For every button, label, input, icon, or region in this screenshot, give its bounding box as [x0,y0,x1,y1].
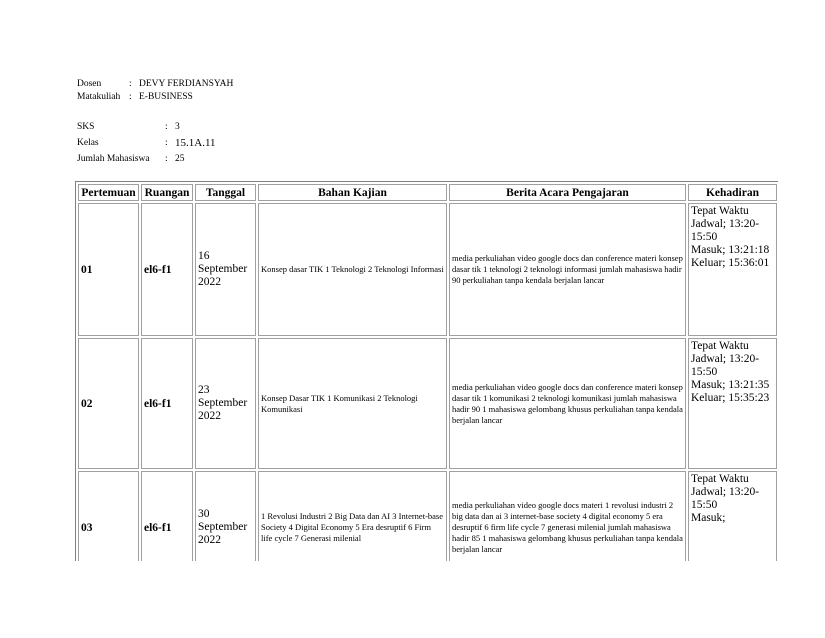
kelas-value: 15.1A.11 [175,137,216,149]
pertemuan-cell: 02 [78,338,139,469]
pertemuan-cell: 03 [78,471,139,561]
jumlah-row [77,153,216,166]
kehadiran-jadwal: Jadwal; 13:20-15:50 [691,486,760,511]
separator: : [165,154,168,164]
separator: : [165,122,168,132]
tanggal-cell: 16 September 2022 [195,203,256,336]
kehadiran-keluar: Keluar; 15:36:01 [691,257,770,269]
bahan-kajian-cell: 1 Revolusi Industri 2 Big Data dan AI 3 Internet-base Society 4 Digital Economy 5 Era desruptif 6 Firm life cycle 7 Generasi milenial [258,471,447,561]
kelas-row [77,137,216,150]
dosen-value: DEVY FERDIANSYAH [139,79,234,89]
separator: : [165,138,168,148]
kehadiran-cell [688,338,777,469]
tanggal-cell: 30 September 2022 [195,471,256,561]
berita-acara-cell: media perkuliahan video google docs materi 1 revolusi industri 2 big data dan ai 3 internet-base society 4 digital economy 5 era desruptif 6 firm life cycle 7 generasi milenial jumlah mahasiswa hadir 85 1 mahasiswa gelombang khusus perkuliahan tanpa kendala berjalan lancar [449,471,686,561]
sks-value: 3 [175,122,180,132]
bahan-kajian-cell: Konsep Dasar TIK 1 Komunikasi 2 Teknologi Komunikasi [258,338,447,469]
column-header-ruangan: Ruangan [141,184,193,201]
matakuliah-value: E-BUSINESS [139,92,193,102]
tanggal-cell: 23 September 2022 [195,338,256,469]
column-header-bahan-kajian: Bahan Kajian [258,184,447,201]
bahan-kajian-cell: Konsep dasar TIK 1 Teknologi 2 Teknologi Informasi [258,203,447,336]
column-header-berita-acara: Berita Acara Pengajaran [449,184,686,201]
kehadiran-status: Tepat Waktu [691,473,749,485]
ruangan-cell: el6-f1 [141,203,193,336]
sks-label: SKS [77,122,95,132]
column-header-pertemuan: Pertemuan [78,184,139,201]
kehadiran-cell [688,203,777,336]
berita-acara-cell: media perkuliahan video google docs dan conference materi konsep dasar tik 1 teknologi 2 teknologi informasi jumlah mahasiswa hadir 90 perkuliahan tanpa kendala berjalan lancar [449,203,686,336]
separator: : [129,79,132,89]
matakuliah-row [77,91,233,104]
class-info [77,121,216,166]
kehadiran-cell [688,471,777,561]
ruangan-cell: el6-f1 [141,471,193,561]
separator: : [129,92,132,102]
pertemuan-cell: 01 [78,203,139,336]
matakuliah-label: Matakuliah [77,92,121,102]
kelas-label: Kelas [77,138,99,148]
sks-row [77,121,216,134]
kehadiran-masuk: Masuk; 13:21:35 [691,379,770,391]
jumlah-label: Jumlah Mahasiswa [77,154,150,164]
column-header-kehadiran: Kehadiran [688,184,777,201]
attendance-table [75,181,778,561]
kehadiran-keluar: Keluar; 15:35:23 [691,392,770,404]
table-row [78,338,777,469]
berita-acara-cell: media perkuliahan video google docs dan conference materi konsep dasar tik 1 komunikasi 2 teknologi komunikasi jumlah mahasiswa hadir 90 1 mahasiswa gelombang khusus perkuliahan tanpa kendala berjalan lancar [449,338,686,469]
kehadiran-status: Tepat Waktu [691,340,749,352]
kehadiran-status: Tepat Waktu [691,205,749,217]
kehadiran-masuk: Masuk; [691,512,726,524]
ruangan-cell: el6-f1 [141,338,193,469]
table-row [78,471,777,561]
table-row [78,203,777,336]
dosen-row [77,78,233,91]
kehadiran-masuk: Masuk; 13:21:18 [691,244,770,256]
column-header-tanggal: Tanggal [195,184,256,201]
dosen-label: Dosen [77,79,102,89]
kehadiran-jadwal: Jadwal; 13:20-15:50 [691,353,760,378]
table-header-row [78,184,777,201]
kehadiran-jadwal: Jadwal; 13:20-15:50 [691,218,760,243]
attendance-table-wrapper [75,181,778,561]
jumlah-value: 25 [175,154,185,164]
lecturer-info [77,78,233,104]
